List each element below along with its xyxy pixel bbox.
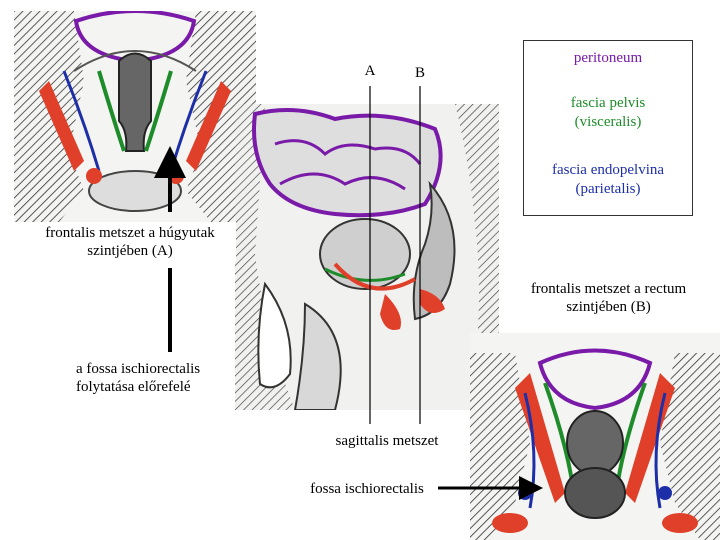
label-frontal-section-a: frontalis metszet a húgyutak szintjében (A): [24, 222, 236, 262]
label-fossa-ischiorectalis: fossa ischiorectalis: [296, 478, 438, 500]
legend-box: [523, 40, 693, 216]
section-label-b: B: [404, 52, 436, 86]
legend-peritoneum: peritoneum: [573, 50, 643, 66]
label-sagittal-section: sagittalis metszet: [314, 424, 460, 454]
legend-fascia-pelvis: fascia pelvis (visceralis): [570, 95, 646, 130]
section-label-a: A: [354, 52, 386, 86]
legend-fascia-endopelvina: fascia endopelvina (parietalis): [551, 162, 665, 197]
label-fossa-continuation: a fossa ischiorectalis folytatása előrefelé: [70, 352, 235, 412]
label-frontal-section-b: frontalis metszet a rectum szintjében (B): [506, 278, 711, 318]
